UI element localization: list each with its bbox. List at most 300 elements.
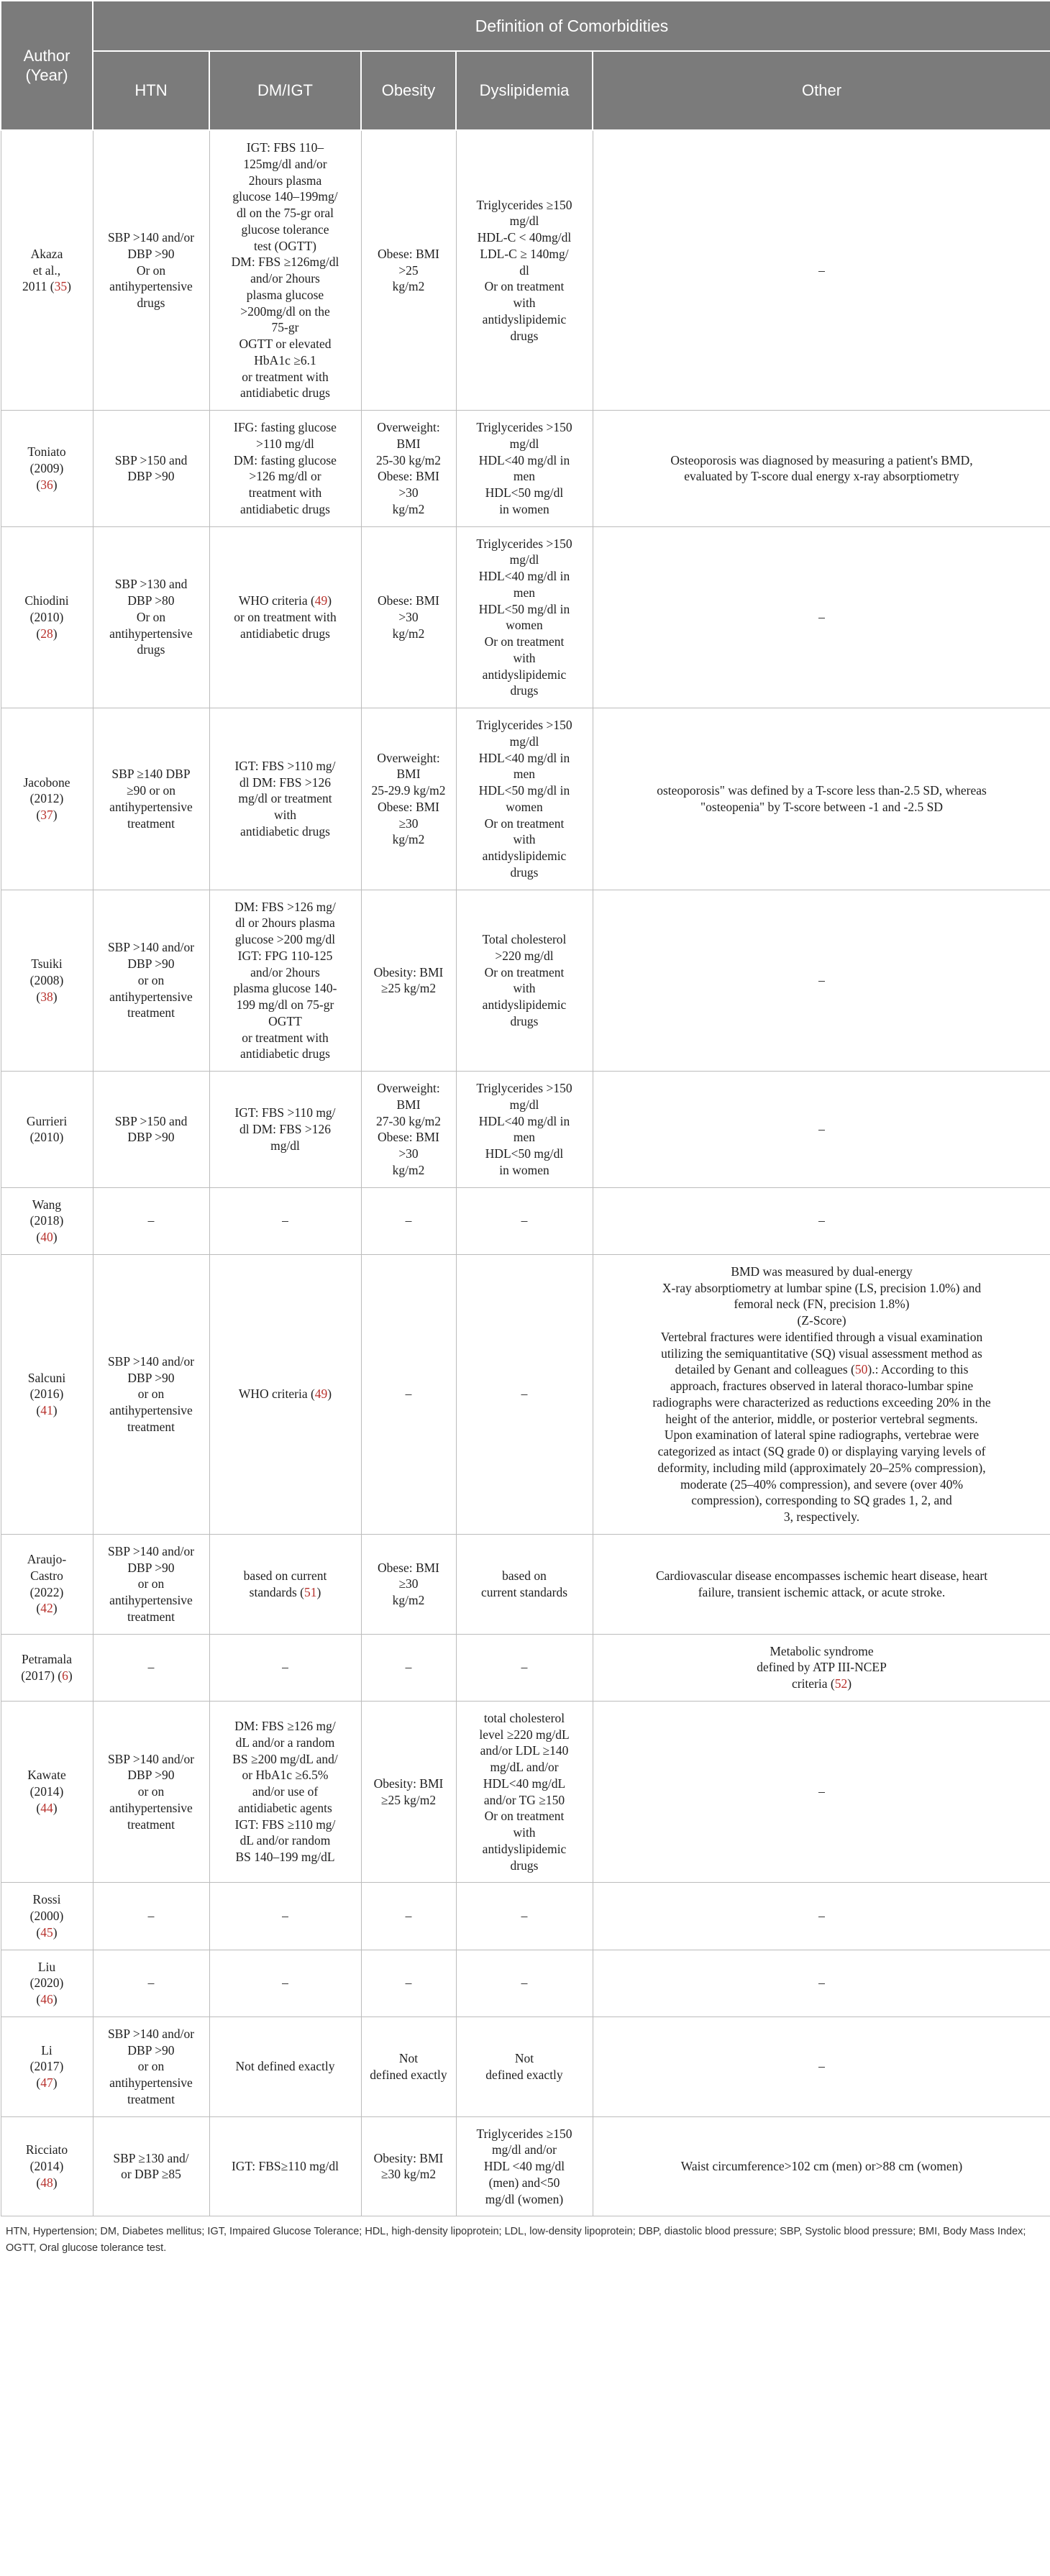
cell-line: (2009) xyxy=(29,460,64,475)
cell-line: kg/m2 xyxy=(392,501,425,516)
cell-line: HDL<40 mg/dL xyxy=(483,1776,566,1791)
dm-igt-cell xyxy=(209,2017,361,2116)
reference-link[interactable]: 28 xyxy=(40,626,53,641)
reference-link[interactable]: 50 xyxy=(854,1362,868,1377)
htn-cell xyxy=(93,1634,209,1701)
cell-line: – xyxy=(405,1387,412,1402)
cell-line: dl xyxy=(519,262,529,278)
cell-line: ) xyxy=(52,477,58,492)
cell-line: antihypertensive xyxy=(109,989,193,1004)
cell-line: "osteopenia" by T-score between -1 and -2.5 SD xyxy=(700,799,944,814)
cell-line: men xyxy=(513,585,536,600)
other-cell xyxy=(593,1072,1050,1188)
dm-igt-cell xyxy=(209,130,361,411)
htn-cell xyxy=(93,708,209,890)
cell-line: 2011 ( xyxy=(22,279,55,294)
cell-line: Obese: BMI >30 xyxy=(377,469,440,500)
cell-line: Obese: BMI >30 xyxy=(377,1130,440,1161)
cell-line: ) xyxy=(67,279,71,294)
cell-line: Osteoporosis was diagnosed by measuring a patient's BMD, xyxy=(670,452,973,467)
cell-line: drugs xyxy=(510,328,539,343)
obesity-cell xyxy=(361,2017,456,2116)
dyslipidemia-cell xyxy=(456,526,593,708)
cell-line: DM: fasting glucose xyxy=(234,452,337,467)
cell-line: ) xyxy=(52,1992,58,2006)
cell-line: HDL<50 mg/dl in xyxy=(478,783,570,798)
reference-link[interactable]: 35 xyxy=(54,279,68,294)
table-row xyxy=(1,1883,1050,1950)
author-cell xyxy=(1,411,93,527)
dm-igt-cell xyxy=(209,411,361,527)
table-row xyxy=(1,890,1050,1072)
cell-line: mg/dl xyxy=(509,1097,539,1112)
cell-line: – xyxy=(818,1784,825,1799)
cell-line: – xyxy=(405,1660,412,1675)
cell-line: compression), corresponding to SQ grades 1, 2, and xyxy=(691,1493,952,1508)
cell-line: Triglycerides ≥150 xyxy=(476,197,572,212)
author-cell xyxy=(1,1072,93,1188)
cell-line: femoral neck (FN, precision 1.8%) xyxy=(734,1297,910,1312)
reference-link[interactable]: 6 xyxy=(62,1668,68,1683)
cell-line: test (OGTT) xyxy=(254,238,316,253)
dm-igt-cell xyxy=(209,1883,361,1950)
other-cell xyxy=(593,1634,1050,1701)
cell-line: antidyslipidemic xyxy=(482,311,567,326)
cell-line: Not xyxy=(514,2050,534,2065)
cell-line: >110 mg/dl xyxy=(256,436,314,451)
cell-line: SBP >130 and xyxy=(114,577,188,592)
reference-link[interactable]: 44 xyxy=(40,1800,53,1815)
obesity-cell xyxy=(361,1254,456,1534)
cell-line: Metabolic syndrome xyxy=(770,1643,874,1658)
dyslipidemia-cell xyxy=(456,1187,593,1254)
cell-line: mg/dL and/or xyxy=(490,1760,559,1774)
other-cell xyxy=(593,1950,1050,2017)
cell-line: or HbA1c ≥6.5% xyxy=(242,1768,329,1783)
cell-line: Obese: BMI ≥30 xyxy=(377,1560,440,1591)
cell-line: – xyxy=(818,1121,825,1136)
author-cell xyxy=(1,1701,93,1883)
cell-line: (2014) xyxy=(29,1784,64,1799)
cell-line: women xyxy=(506,799,543,814)
htn-cell xyxy=(93,1534,209,1634)
htn-cell xyxy=(93,411,209,527)
cell-line: drugs xyxy=(510,1858,539,1873)
cell-line: glucose 140–199mg/ xyxy=(232,189,338,204)
reference-link[interactable]: 42 xyxy=(40,1601,53,1616)
cell-line: 2hours plasma xyxy=(248,173,322,188)
htn-cell xyxy=(93,1072,209,1188)
cell-line: or treatment with xyxy=(242,369,329,384)
cell-line: Not defined exactly xyxy=(235,2059,335,2074)
author-cell xyxy=(1,1883,93,1950)
author-year-header: Author (Year) xyxy=(1,1,93,130)
reference-link[interactable]: 37 xyxy=(40,808,53,823)
author-cell xyxy=(1,2116,93,2216)
cell-line: DBP >90 xyxy=(127,1768,175,1783)
dyslipidemia-cell xyxy=(456,890,593,1072)
cell-line: drugs xyxy=(510,683,539,698)
cell-line: Triglycerides >150 xyxy=(476,420,572,434)
cell-line: antihypertensive xyxy=(109,626,193,641)
cell-line: HDL-C < 40mg/dl xyxy=(477,230,572,245)
cell-line: failure, transient ischemic attack, or acute stroke. xyxy=(698,1584,946,1599)
cell-line: HDL<50 mg/dl in xyxy=(478,601,570,616)
cell-line: dl on the 75-gr oral xyxy=(236,206,334,220)
cell-line: ( xyxy=(36,2175,41,2190)
dyslipidemia-cell xyxy=(456,2017,593,2116)
dyslipidemia-header: Dyslipidemia xyxy=(456,51,593,130)
cell-line: and/or 2hours xyxy=(250,964,320,979)
cell-line: drugs xyxy=(510,1013,539,1028)
cell-line: with xyxy=(513,296,536,311)
cell-line: ) xyxy=(52,1800,58,1815)
other-cell xyxy=(593,411,1050,527)
reference-link[interactable]: 49 xyxy=(314,593,328,608)
table-row xyxy=(1,1701,1050,1883)
cell-line: or on xyxy=(137,1387,165,1402)
cell-line: Obesity: BMI xyxy=(373,1776,444,1791)
cell-line: kg/m2 xyxy=(392,1593,425,1607)
cell-line: antidyslipidemic xyxy=(482,997,567,1012)
cell-line: ( xyxy=(36,1403,41,1418)
reference-link[interactable]: 41 xyxy=(40,1403,53,1418)
obesity-cell xyxy=(361,708,456,890)
table-row xyxy=(1,1534,1050,1634)
cell-line: (2008) xyxy=(29,972,64,987)
obesity-cell xyxy=(361,411,456,527)
cell-line: Overweight: BMI xyxy=(377,1081,440,1112)
other-cell xyxy=(593,2116,1050,2216)
cell-line: (2010) xyxy=(29,1130,64,1145)
cell-line: >200mg/dl on the xyxy=(240,303,330,319)
cell-line: Obesity: BMI xyxy=(373,964,444,979)
cell-line: detailed by Genant and colleagues ( xyxy=(675,1362,855,1377)
cell-line: BS ≥200 mg/dL and/ xyxy=(232,1751,338,1766)
cell-line: IGT: FPG 110-125 xyxy=(237,948,333,963)
reference-link[interactable]: 47 xyxy=(40,2075,53,2090)
cell-line: ≥30 kg/m2 xyxy=(380,2167,437,2182)
cell-line: 125mg/dl and/or xyxy=(243,156,327,171)
cell-line: DBP >90 xyxy=(127,1560,175,1575)
cell-line: (2012) xyxy=(29,791,64,806)
cell-line: or on xyxy=(137,972,165,987)
cell-line: treatment xyxy=(127,1005,175,1020)
other-cell xyxy=(593,890,1050,1072)
cell-line: mg/dl xyxy=(270,1138,300,1153)
cell-line: (2020) xyxy=(29,1976,64,1991)
reference-link[interactable]: 51 xyxy=(303,1584,317,1599)
cell-line: Triglycerides ≥150 xyxy=(476,2126,572,2141)
cell-line: mg/dl or treatment xyxy=(238,791,332,806)
cell-line: SBP ≥140 DBP xyxy=(111,767,191,782)
cell-line: IGT: FBS 110– xyxy=(246,140,324,155)
cell-line: SBP >150 and xyxy=(114,1113,188,1128)
dyslipidemia-cell xyxy=(456,2116,593,2216)
cell-line: antidiabetic drugs xyxy=(240,385,330,401)
cell-line: Petramala xyxy=(22,1651,72,1666)
other-cell xyxy=(593,1187,1050,1254)
cell-line: et al., xyxy=(32,262,61,278)
cell-line: (2000) xyxy=(29,1909,64,1923)
cell-line: Overweight: BMI xyxy=(377,750,440,782)
table-row xyxy=(1,526,1050,708)
cell-line: Obesity: BMI xyxy=(373,2150,444,2165)
cell-line: 25-30 kg/m2 xyxy=(376,452,441,467)
cell-line: – xyxy=(818,1976,825,1991)
cell-line: drugs xyxy=(137,642,165,657)
cell-line: ) xyxy=(52,989,58,1004)
cell-line: Obese: BMI >30 xyxy=(377,593,440,624)
cell-line: – xyxy=(818,609,825,624)
cell-line: defined exactly xyxy=(370,2067,447,2082)
cell-line: Waist circumference>102 cm (men) or>88 cm (women) xyxy=(680,2159,963,2173)
htn-header: HTN xyxy=(93,51,209,130)
cell-line: or DBP ≥85 xyxy=(121,2167,181,2182)
other-header: Other xyxy=(593,51,1050,130)
dm-igt-cell xyxy=(209,1187,361,1254)
obesity-cell xyxy=(361,1701,456,1883)
cell-line: ).: According to this xyxy=(867,1362,969,1377)
cell-line: BS 140–199 mg/dL xyxy=(235,1850,335,1865)
author-cell xyxy=(1,1534,93,1634)
cell-line: evaluated by T-score dual energy x-ray absorptiometry xyxy=(684,469,959,484)
cell-line: ) xyxy=(52,1924,58,1940)
cell-line: mg/dl xyxy=(509,214,539,229)
cell-line: ( xyxy=(36,1800,41,1815)
cell-line: or on treatment with xyxy=(234,609,337,624)
cell-line: – xyxy=(282,1660,288,1675)
cell-line: Obese: BMI >25 xyxy=(377,246,440,278)
other-cell xyxy=(593,1534,1050,1634)
cell-line: kg/m2 xyxy=(392,279,425,294)
cell-line: (2010) xyxy=(29,609,64,624)
cell-line: (2017) ( xyxy=(21,1668,63,1683)
cell-line: Triglycerides >150 xyxy=(476,536,572,551)
cell-line: IGT: FBS ≥110 mg/ xyxy=(234,1817,336,1832)
cell-line: treatment xyxy=(127,1817,175,1832)
cell-line: Or on treatment xyxy=(484,1809,565,1824)
cell-line: defined exactly xyxy=(485,2067,563,2082)
cell-line: – xyxy=(147,1909,155,1923)
cell-line: Castro xyxy=(30,1568,63,1583)
cell-line: Araujo- xyxy=(27,1552,67,1567)
cell-line: ( xyxy=(36,1230,41,1244)
cell-line: Or on treatment xyxy=(484,634,565,649)
cell-line: antidiabetic drugs xyxy=(240,501,330,516)
reference-link[interactable]: 52 xyxy=(834,1676,848,1691)
dyslipidemia-cell xyxy=(456,411,593,527)
cell-line: Or on treatment xyxy=(484,964,565,979)
cell-line: Overweight: BMI xyxy=(377,420,440,451)
reference-link[interactable]: 36 xyxy=(40,477,53,492)
cell-line: Obese: BMI ≥30 xyxy=(377,799,440,831)
cell-line: in women xyxy=(499,1162,549,1177)
cell-line: Salcuni xyxy=(27,1370,66,1385)
other-cell xyxy=(593,526,1050,708)
cell-line: ) xyxy=(52,1601,58,1616)
table-row xyxy=(1,1950,1050,2017)
cell-line: and/or TG ≥150 xyxy=(483,1792,565,1807)
cell-line: 75-gr xyxy=(271,320,299,335)
cell-line: HDL<40 mg/dl in xyxy=(478,569,570,583)
cell-line: DBP >80 xyxy=(127,593,175,608)
reference-link[interactable]: 40 xyxy=(40,1230,53,1244)
cell-line: ≥25 kg/m2 xyxy=(380,1792,437,1807)
cell-line: antihypertensive xyxy=(109,1403,193,1418)
cell-line: HDL<40 mg/dl in xyxy=(478,750,570,765)
htn-cell xyxy=(93,890,209,1072)
cell-line: antihypertensive xyxy=(109,279,193,294)
dyslipidemia-cell xyxy=(456,130,593,411)
cell-line: glucose >200 mg/dl xyxy=(234,932,336,946)
cell-line: (men) and<50 xyxy=(488,2175,560,2190)
table-row xyxy=(1,2017,1050,2116)
cell-line: HDL<40 mg/dl in xyxy=(478,1113,570,1128)
cell-line: level ≥220 mg/dL xyxy=(479,1727,570,1742)
reference-link[interactable]: 38 xyxy=(40,989,53,1004)
dm-igt-cell xyxy=(209,890,361,1072)
obesity-cell xyxy=(361,1187,456,1254)
cell-line: Upon examination of lateral spine radiographs, vertebrae were xyxy=(664,1428,980,1443)
cell-line: antidyslipidemic xyxy=(482,1841,567,1856)
cell-line: osteoporosis" was defined by a T-score less than-2.5 SD, whereas xyxy=(657,783,987,798)
cell-line: dL and/or a random xyxy=(235,1735,335,1750)
other-cell xyxy=(593,1883,1050,1950)
dyslipidemia-cell xyxy=(456,1072,593,1188)
cell-line: with xyxy=(513,832,536,847)
table-row xyxy=(1,1634,1050,1701)
cell-line: antihypertensive xyxy=(109,2075,193,2090)
cell-line: Toniato xyxy=(27,444,66,460)
cell-line: height of the anterior, middle, or posterior vertebral segments. xyxy=(665,1411,978,1426)
definition-group-header: Definition of Comorbidities xyxy=(93,1,1050,51)
cell-line: antihypertensive xyxy=(109,799,193,814)
cell-line: 199 mg/dl on 75-gr xyxy=(236,997,334,1012)
reference-link[interactable]: 49 xyxy=(314,1387,328,1402)
table-row xyxy=(1,1072,1050,1188)
cell-line: Jacobone xyxy=(23,775,70,790)
cell-line: (Z-Score) xyxy=(797,1313,846,1328)
cell-line: ( xyxy=(36,2075,41,2090)
obesity-cell xyxy=(361,130,456,411)
cell-line: ( xyxy=(36,1924,41,1940)
cell-line: antihypertensive xyxy=(109,1593,193,1607)
cell-line: IFG: fasting glucose xyxy=(234,420,337,434)
cell-line: moderate (25–40% compression), and severe (over 40% xyxy=(680,1476,964,1492)
cell-line: DM: FBS >126 mg/ xyxy=(234,899,336,914)
cell-line: kg/m2 xyxy=(392,832,425,847)
cell-line: OGTT xyxy=(268,1013,302,1028)
cell-line: deformity, including mild (approximately 20–25% compression), xyxy=(657,1460,986,1475)
htn-cell xyxy=(93,1701,209,1883)
cell-line: (2017) xyxy=(29,2059,64,2074)
dm-igt-cell xyxy=(209,1534,361,1634)
cell-line: IGT: FBS >110 mg/ xyxy=(234,758,336,773)
cell-line: 27-30 kg/m2 xyxy=(376,1113,441,1128)
cell-line: DBP >90 xyxy=(127,1130,175,1145)
cell-line: treatment xyxy=(127,1419,175,1434)
cell-line: DM: FBS ≥126 mg/ xyxy=(234,1719,336,1734)
dyslipidemia-cell xyxy=(456,1634,593,1701)
cell-line: HDL<50 mg/dl xyxy=(485,1146,564,1161)
cell-line: plasma glucose xyxy=(246,287,324,302)
cell-line: ) xyxy=(847,1676,852,1691)
cell-line: – xyxy=(282,1909,288,1923)
cell-line: HDL<50 mg/dl xyxy=(485,485,564,500)
cell-line: men xyxy=(513,1130,536,1145)
cell-line: – xyxy=(521,1213,528,1228)
cell-line: OGTT or elevated xyxy=(239,337,332,351)
cell-line: Wang xyxy=(32,1197,62,1212)
cell-line: – xyxy=(818,972,825,987)
cell-line: or on xyxy=(137,2059,165,2074)
cell-line: SBP >140 and/or xyxy=(107,940,195,955)
cell-line: antidyslipidemic xyxy=(482,849,567,863)
cell-line: ( xyxy=(36,477,41,492)
cell-line: Vertebral fractures were identified through a visual examination xyxy=(660,1329,983,1344)
cell-line: (2016) xyxy=(29,1387,64,1402)
cell-line: drugs xyxy=(137,296,165,311)
cell-line: glucose tolerance xyxy=(241,221,329,237)
cell-line: – xyxy=(147,1660,155,1675)
cell-line: with xyxy=(513,1825,536,1840)
dm-igt-cell xyxy=(209,1950,361,2017)
dyslipidemia-cell xyxy=(456,1701,593,1883)
cell-line: – xyxy=(282,1976,288,1991)
cell-line: in women xyxy=(499,501,549,516)
cell-line: – xyxy=(405,1909,412,1923)
cell-line: ( xyxy=(36,1992,41,2006)
obesity-cell xyxy=(361,1883,456,1950)
cell-line: ) xyxy=(52,2175,58,2190)
dm-igt-cell xyxy=(209,1072,361,1188)
cell-line: Kawate xyxy=(27,1768,66,1783)
cell-line: antidiabetic drugs xyxy=(240,626,330,641)
cell-line: criteria ( xyxy=(791,1676,835,1691)
reference-link[interactable]: 46 xyxy=(40,1992,53,2006)
cell-line: treatment with xyxy=(248,485,322,500)
cell-line: mg/dl xyxy=(509,436,539,451)
cell-line: utilizing the semiquantitative (SQ) visual assessment method as xyxy=(661,1346,982,1361)
cell-line: SBP >140 and/or xyxy=(107,1543,195,1558)
cell-line: (2022) xyxy=(29,1584,64,1599)
cell-line: or treatment with xyxy=(242,1030,329,1045)
cell-line: treatment xyxy=(127,2091,175,2106)
other-cell xyxy=(593,1701,1050,1883)
cell-line: BMD was measured by dual-energy xyxy=(731,1264,913,1279)
cell-line: based on current xyxy=(243,1568,327,1583)
cell-line: HDL <40 mg/dl xyxy=(483,2159,565,2173)
cell-line: approach, fractures observed in lateral thoraco-lumbar spine xyxy=(670,1379,974,1393)
reference-link[interactable]: 48 xyxy=(40,2175,53,2190)
cell-line: dl DM: FBS >126 xyxy=(239,775,332,790)
cell-line: SBP ≥130 and/ xyxy=(113,2150,189,2165)
cell-line: ) xyxy=(52,1403,58,1418)
author-cell xyxy=(1,1254,93,1534)
cell-line: categorized as intact (SQ grade 0) or displaying varying levels of xyxy=(657,1444,986,1458)
dm-igt-cell xyxy=(209,1634,361,1701)
cell-line: DBP >90 xyxy=(127,2042,175,2057)
cell-line: women xyxy=(506,618,543,633)
dm-igt-header: DM/IGT xyxy=(209,51,361,130)
cell-line: >220 mg/dl xyxy=(495,948,554,963)
reference-link[interactable]: 45 xyxy=(40,1924,53,1940)
cell-line: IGT: FBS≥110 mg/dl xyxy=(231,2159,339,2173)
table-row xyxy=(1,1254,1050,1534)
obesity-cell xyxy=(361,1072,456,1188)
author-cell xyxy=(1,2017,93,2116)
